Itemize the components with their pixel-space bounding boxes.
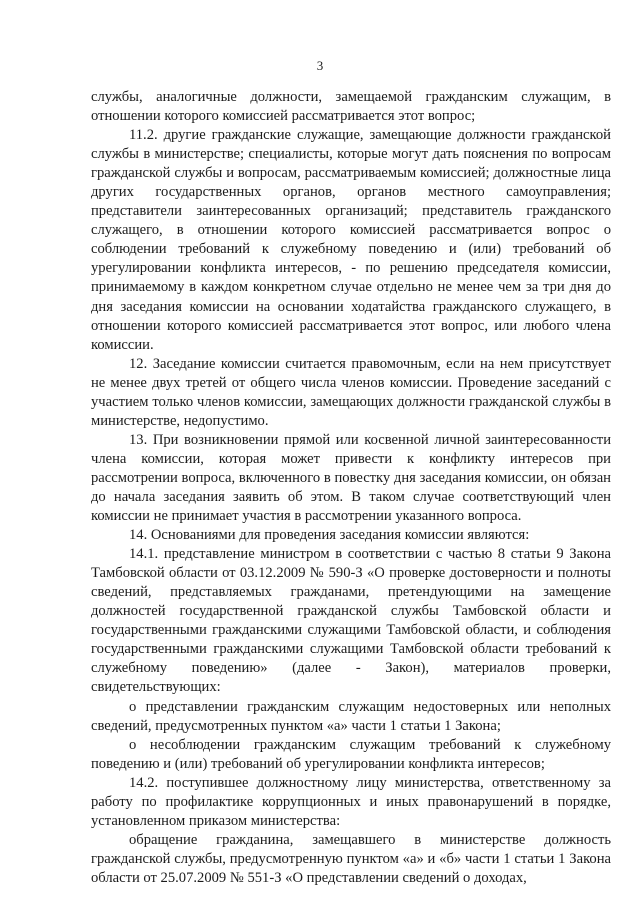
paragraph-13: 13. При возникновении прямой или косвенной личной заинтересованности члена комиссии, которая может привести к конфликту интересов при рассмотрении вопроса, включенного в повестку дня заседания комиссии, он обязан до начала заседания заявить об этом. В таком случае соответствующий член комиссии не принимает участия в рассмотрении указанного вопроса.	[91, 431, 611, 525]
paragraph-continuation: службы, аналогичные должности, замещаемой гражданским служащим, в отношении которого комиссией рассматривается этот вопрос;	[91, 89, 611, 125]
paragraph-14-1-item-b: о несоблюдении гражданским служащим требований к служебному поведению и (или) требований об урегулировании конфликта интересов;	[91, 736, 611, 772]
paragraph-11-2: 11.2. другие гражданские служащие, замещающие должности гражданской службы в министерстве; специалисты, которые могут дать пояснения по вопросам гражданской службы и вопросам, рассматриваемым комиссией; должностные лица других государственных органов, органов местного самоуправления; представители заинтересованных организаций; представитель гражданского служащего, в отношении которого комиссией рассматривается вопрос о соблюдении требований к служебному поведению и (или) требований об урегулировании конфликта интересов, - по решению председателя комиссии, принимаемому в каждом конкретном случае отдельно не менее чем за три дня до дня заседания комиссии на основании ходатайства гражданского служащего, в отношении которого комиссией рассматривается этот вопрос, или любого члена комиссии.	[91, 127, 611, 353]
paragraph-14-2-item: обращение гражданина, замещавшего в министерстве должность гражданской службы, предусмотренную пунктом «а» и «б» части 1 статьи 1 Закона области от 25.07.2009 № 551-З «О представлении сведений о доходах,	[91, 831, 611, 886]
paragraph-14-1: 14.1. представление министром в соответствии с частью 8 статьи 9 Закона Тамбовской области от 03.12.2009 № 590-З «О проверке достоверности и полноты сведений, представляемых гражданами, претендующими на замещение должностей государственной гражданской службы Тамбовской области и государственными гражданскими служащими Тамбовской области, и соблюдения государственными гражданскими служащими Тамбовской области требований к служебному поведению» (далее - Закон), материалов проверки, свидетельствующих:	[91, 546, 611, 696]
paragraph-14: 14. Основаниями для проведения заседания комиссии являются:	[129, 527, 530, 544]
paragraph-14-2: 14.2. поступившее должностному лицу министерства, ответственному за работу по профилактике коррупционных и иных правонарушений в порядке, установленном приказом министерства:	[91, 774, 611, 829]
document-body	[91, 88, 611, 888]
paragraph-14-1-item-a: о представлении гражданским служащим недостоверных или неполных сведений, предусмотренных пунктом «а» части 1 статьи 1 Закона;	[91, 698, 611, 734]
paragraph-12: 12. Заседание комиссии считается правомочным, если на нем присутствует не менее двух третей от общего числа членов комиссии. Проведение заседаний с участием только членов комиссии, замещающих должности гражданской службы в министерстве, недопустимо.	[91, 355, 611, 429]
page-number: 3	[316, 58, 324, 73]
